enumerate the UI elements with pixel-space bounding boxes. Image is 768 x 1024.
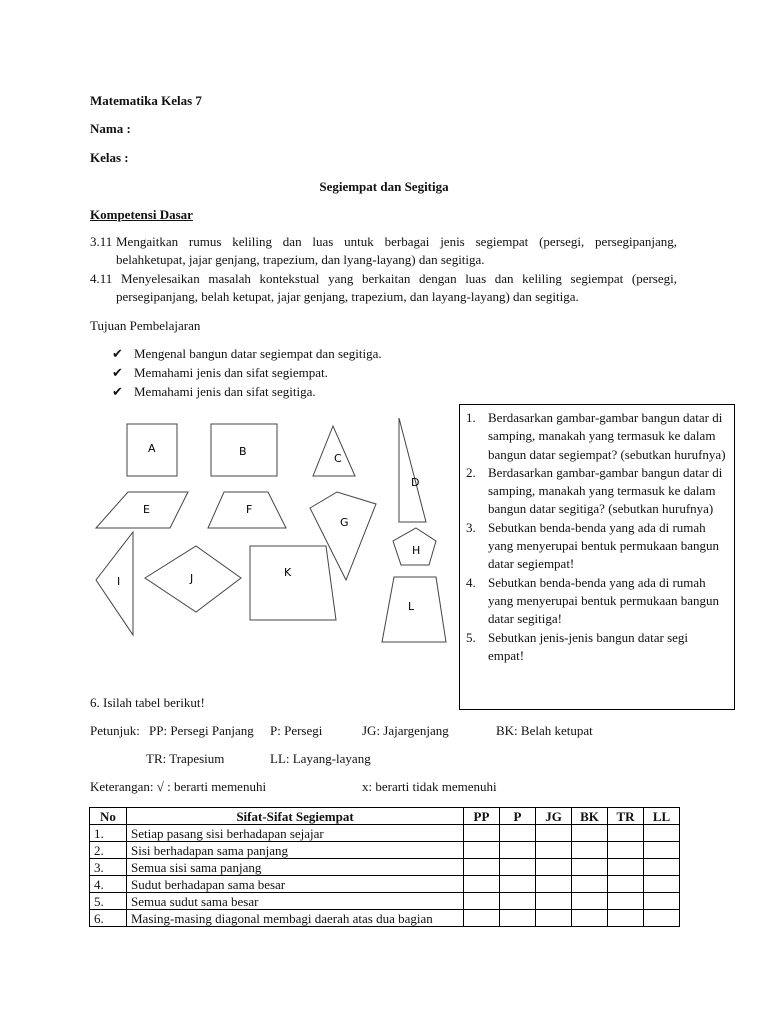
question-number: 3. (466, 519, 476, 535)
competency-number: 4.11 (90, 271, 113, 286)
cell-ll[interactable] (644, 910, 680, 927)
name-label: Nama : (90, 121, 131, 136)
question-text: Berdasarkan gambar-gambar bangun datar di samping, manakah yang termasuk ke dalam bangun datar segitiga? (sebutkan hurufnya) (488, 464, 723, 517)
table-header-row (90, 808, 680, 825)
column-header: PP (464, 808, 500, 825)
cell-bk[interactable] (572, 910, 608, 927)
competency-text: Mengaitkan rumus keliling dan luas untuk berbagai jenis segiempat (persegi, persegipanjang, (116, 234, 677, 249)
cell-p[interactable] (500, 876, 536, 893)
row-sifat: Sisi berhadapan sama panjang (127, 842, 464, 859)
cell-pp[interactable] (464, 825, 500, 842)
table-row (90, 825, 680, 842)
shape-label: C (334, 452, 342, 465)
abbr-bk: BK: Belah ketupat (496, 723, 593, 738)
cell-bk[interactable] (572, 842, 608, 859)
cell-ll[interactable] (644, 842, 680, 859)
abbr-p: P: Persegi (270, 723, 323, 738)
shape-label: J (190, 572, 194, 585)
cell-jg[interactable] (536, 876, 572, 893)
shape-label: G (340, 516, 349, 529)
cell-p[interactable] (500, 893, 536, 910)
task6-title: 6. Isilah tabel berikut! (90, 695, 205, 710)
column-header: BK (572, 808, 608, 825)
cell-pp[interactable] (464, 893, 500, 910)
shape-i-triangle (96, 532, 133, 635)
cell-ll[interactable] (644, 893, 680, 910)
questions-list (466, 409, 726, 665)
petunjuk-label: Petunjuk: (90, 723, 140, 738)
cell-pp[interactable] (464, 842, 500, 859)
cell-tr[interactable] (608, 842, 644, 859)
abbr-jg: JG: Jajargenjang (362, 723, 449, 738)
cell-jg[interactable] (536, 825, 572, 842)
row-number: 6. (90, 910, 127, 927)
shape-g-kite (310, 492, 376, 580)
question-text: Sebutkan jenis-jenis bangun datar segi empat! (488, 629, 689, 663)
row-number: 4. (90, 876, 127, 893)
competency-number: 3.11 (90, 234, 113, 249)
column-header: JG (536, 808, 572, 825)
row-sifat: Sudut berhadapan sama besar (127, 876, 464, 893)
cell-bk[interactable] (572, 893, 608, 910)
question-text: Berdasarkan gambar-gambar bangun datar di samping, manakah yang termasuk ke dalam bangun datar segiempat? (sebutkan hurufnya) (488, 410, 726, 462)
row-number: 5. (90, 893, 127, 910)
cell-jg[interactable] (536, 893, 572, 910)
question-item (466, 574, 726, 629)
keterangan-x: x: berarti tidak memenuhi (362, 779, 497, 794)
cell-ll[interactable] (644, 825, 680, 842)
subject-title: Matematika Kelas 7 (90, 93, 202, 108)
shape-label: F (246, 503, 253, 516)
cell-pp[interactable] (464, 876, 500, 893)
objective-text: Memahami jenis dan sifat segiempat. (134, 365, 328, 380)
cell-bk[interactable] (572, 859, 608, 876)
objectives-heading: Tujuan Pembelajaran (90, 318, 201, 333)
cell-ll[interactable] (644, 859, 680, 876)
row-sifat: Semua sudut sama besar (127, 893, 464, 910)
row-sifat: Semua sisi sama panjang (127, 859, 464, 876)
competency-heading: Kompetensi Dasar (90, 207, 193, 222)
shape-label: A (148, 442, 156, 455)
check-icon: ✔ (112, 366, 123, 381)
shape-label: L (408, 600, 415, 613)
shape-label: H (412, 544, 421, 557)
objective-text: Memahami jenis dan sifat segitiga. (134, 384, 316, 399)
question-item (466, 409, 726, 464)
cell-p[interactable] (500, 825, 536, 842)
shape-label: I (117, 575, 121, 588)
row-number: 1. (90, 825, 127, 842)
cell-tr[interactable] (608, 910, 644, 927)
cell-tr[interactable] (608, 825, 644, 842)
question-number: 2. (466, 464, 476, 480)
column-header: LL (644, 808, 680, 825)
competency-text-cont: persegipanjang, belah ketupat, jajar genjang, trapezium, dan layang-layang) dan segitiga. (116, 289, 579, 304)
question-number: 4. (466, 574, 476, 590)
cell-jg[interactable] (536, 859, 572, 876)
objective-text: Mengenal bangun datar segiempat dan segitiga. (134, 346, 382, 361)
question-text: Sebutkan benda-benda yang ada di rumah yang menyerupai bentuk permukaan bangun datar segiempat! (488, 519, 720, 572)
column-header: Sifat-Sifat Segiempat (127, 808, 464, 825)
abbr-pp: PP: Persegi Panjang (149, 723, 254, 738)
column-header: P (500, 808, 536, 825)
cell-tr[interactable] (608, 876, 644, 893)
question-number: 5. (466, 629, 476, 645)
sifat-table (89, 807, 680, 927)
cell-bk[interactable] (572, 825, 608, 842)
table-row (90, 859, 680, 876)
question-text: Sebutkan benda-benda yang ada di rumah yang menyerupai bentuk permukaan bangun datar segitiga! (488, 574, 720, 627)
abbr-ll: LL: Layang-layang (270, 751, 371, 766)
cell-ll[interactable] (644, 876, 680, 893)
question-number: 1. (466, 410, 476, 425)
shapes-figure (88, 410, 458, 650)
shape-d-right-triangle (399, 418, 426, 522)
shape-k-quadrilateral (250, 546, 336, 620)
objective-item (112, 384, 316, 400)
abbr-tr: TR: Trapesium (146, 751, 225, 766)
question-item (466, 464, 726, 519)
class-label: Kelas : (90, 150, 129, 165)
check-icon: ✔ (112, 347, 123, 362)
cell-tr[interactable] (608, 893, 644, 910)
cell-p[interactable] (500, 842, 536, 859)
objective-item (112, 365, 328, 381)
shape-e-parallelogram (96, 492, 188, 528)
questions-box (459, 404, 735, 710)
cell-pp[interactable] (464, 910, 500, 927)
competency-text-cont: belahketupat, jajar genjang, trapezium, dan lyang-layang) dan segitiga. (116, 252, 485, 267)
table-row (90, 893, 680, 910)
table-row (90, 842, 680, 859)
column-header: No (90, 808, 127, 825)
shape-label: K (284, 566, 292, 579)
cell-p[interactable] (500, 859, 536, 876)
row-sifat: Masing-masing diagonal membagi daerah atas dua bagian (127, 910, 464, 927)
objective-item (112, 346, 382, 362)
shape-label: B (239, 445, 247, 458)
column-header: TR (608, 808, 644, 825)
question-item (466, 519, 726, 574)
cell-tr[interactable] (608, 859, 644, 876)
row-number: 2. (90, 842, 127, 859)
check-icon: ✔ (112, 385, 123, 400)
shape-label: D (411, 476, 420, 489)
row-sifat: Setiap pasang sisi berhadapan sejajar (127, 825, 464, 842)
cell-pp[interactable] (464, 859, 500, 876)
cell-jg[interactable] (536, 842, 572, 859)
shape-label: E (143, 503, 150, 516)
cell-p[interactable] (500, 910, 536, 927)
page-title: Segiempat dan Segitiga (319, 179, 449, 194)
keterangan-check: Keterangan: √ : berarti memenuhi (90, 779, 267, 794)
cell-bk[interactable] (572, 876, 608, 893)
competency-text: Menyelesaikan masalah kontekstual yang berkaitan dengan luas dan keliling segiempat (persegi, (121, 271, 677, 286)
cell-jg[interactable] (536, 910, 572, 927)
table-row (90, 910, 680, 927)
table-row (90, 876, 680, 893)
row-number: 3. (90, 859, 127, 876)
shape-c-triangle (313, 426, 355, 476)
question-item (466, 629, 726, 666)
